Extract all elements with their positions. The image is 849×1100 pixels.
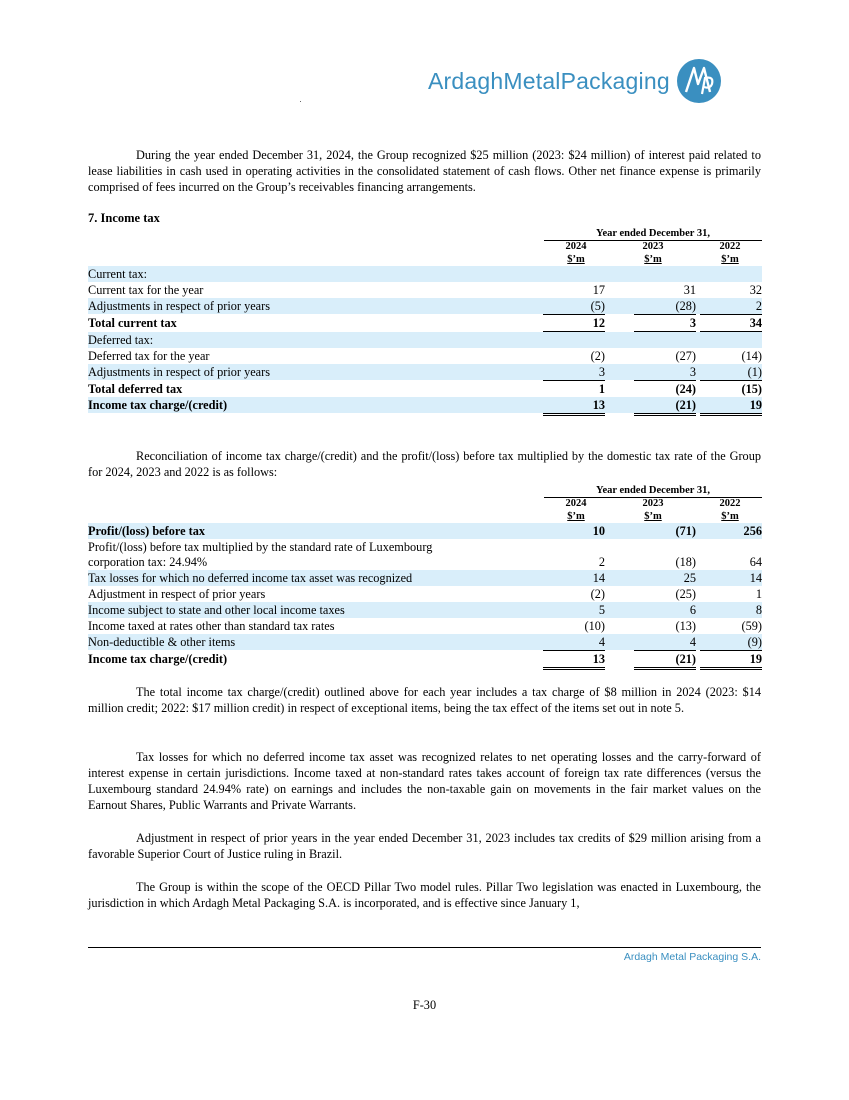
table-row: Adjustments in respect of prior years (5) (28) 2	[88, 299, 762, 313]
col-2023-header: 2023 $’m	[642, 241, 664, 265]
table-row: Non-deductible & other items 4 4 (9)	[88, 635, 762, 649]
table-row: Deferred tax for the year (2) (27) (14)	[88, 349, 762, 363]
table-row: corporation tax: 24.94% 2 (18) 64	[88, 555, 762, 569]
table-row: Current tax:	[88, 266, 762, 282]
table-row: Tax losses for which no deferred income tax asset was recognized 14 25 14	[88, 571, 762, 585]
table-row-total: Total deferred tax 1 (24) (15)	[88, 382, 762, 396]
paragraph-prior-year-adjustment: Adjustment in respect of prior years in the year ended December 31, 2023 includes tax credits of $29 million arising from a favorable Superior Court of Justice ruling in Brazil.	[88, 831, 761, 861]
table-row: Income taxed at rates other than standard tax rates (10) (13) (59)	[88, 619, 762, 633]
table-row-grand-total: Income tax charge/(credit) 13 (21) 19	[88, 651, 762, 667]
section-title: 7. Income tax	[88, 211, 160, 225]
col-2024-header: 2024 $’m	[565, 498, 587, 522]
table-row-total: Total current tax 12 3 34	[88, 316, 762, 330]
table-period-header: Year ended December 31,	[544, 227, 762, 241]
table-row: Adjustment in respect of prior years (2) (25) 1	[88, 587, 762, 601]
paragraph-reconciliation-intro: Reconciliation of income tax charge/(credit) and the profit/(loss) before tax multiplied by the domestic tax rate of the Group for 2024, 2023 and 2022 is as follows:	[88, 449, 761, 479]
logo-wordmark: ArdaghMetalPackaging	[428, 67, 670, 94]
reconciliation-table	[88, 484, 762, 674]
paragraph-tax-losses: Tax losses for which no deferred income tax asset was recognized relates to net operating losses and the carry-forward of interest expense in certain jurisdictions. Income taxed at non-standard rates takes account of foreign tax rate differences (versus the Luxembourg standard 24.94% rate) on earnings and includes the non-taxable gain on movements in the fair market values on the Earnout Shares, Public Warrants and Private Warrants.	[88, 750, 761, 812]
company-logo	[428, 58, 722, 104]
amp-logo-icon	[676, 58, 722, 104]
paragraph-lease-interest: During the year ended December 31, 2024, the Group recognized $25 million (2023: $24 million) of interest paid related to lease liabilities in cash used in operating activities in the consolidated statement of cash flows. Other net finance expense is primarily comprised of fees incurred on the Group’s receivables financing arrangements.	[88, 148, 761, 194]
footer-company: Ardagh Metal Packaging S.A.	[623, 951, 761, 963]
table-row: Current tax for the year 17 31 32	[88, 283, 762, 297]
table-row: Adjustments in respect of prior years 3 3 (1)	[88, 365, 762, 379]
income-tax-table	[88, 227, 762, 417]
stray-mark	[300, 101, 301, 102]
table-period-header: Year ended December 31,	[544, 484, 762, 498]
paragraph-exceptional-items: The total income tax charge/(credit) outlined above for each year includes a tax charge of $8 million in 2024 (2023: $14 million credit; 2022: $17 million credit) in respect of exceptional items, being the tax effect of the items set out in note 5.	[88, 685, 761, 715]
footer-divider	[88, 947, 761, 948]
table-row: Income subject to state and other local income taxes 5 6 8	[88, 603, 762, 617]
col-2022-header: 2022 $’m	[719, 241, 741, 265]
table-row-grand-total: Income tax charge/(credit) 13 (21) 19	[88, 397, 762, 413]
paragraph-pillar-two: The Group is within the scope of the OECD Pillar Two model rules. Pillar Two legislation was enacted in Luxembourg, the jurisdiction in which Ardagh Metal Packaging S.A. is incorporated, and is effective since January 1,	[88, 880, 761, 910]
table-row: Profit/(loss) before tax 10 (71) 256	[88, 524, 762, 538]
page-number: F-30	[412, 998, 437, 1012]
table-row: Deferred tax:	[88, 332, 762, 348]
col-2023-header: 2023 $’m	[642, 498, 664, 522]
table-row: Profit/(loss) before tax multiplied by the standard rate of Luxembourg	[88, 540, 433, 554]
col-2022-header: 2022 $’m	[719, 498, 741, 522]
col-2024-header: 2024 $’m	[565, 241, 587, 265]
